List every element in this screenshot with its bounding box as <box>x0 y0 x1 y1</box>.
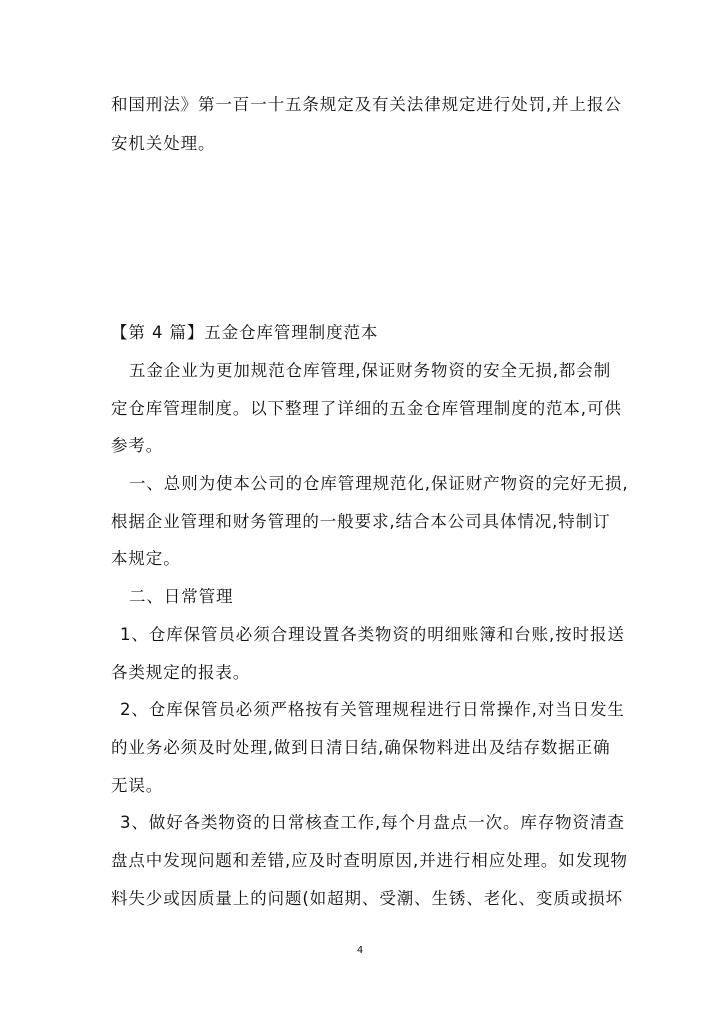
text-line: 五金企业为更加规范仓库管理,保证财务物资的安全无损,都会制 <box>129 361 612 380</box>
text-line: 参考。 <box>111 436 164 455</box>
text-line: 和国刑法》第一百一十五条规定及有关法律规定进行处罚,并上报公 <box>111 95 622 114</box>
text-line: 无误。 <box>111 776 164 795</box>
text-line: 各类规定的报表。 <box>111 663 251 682</box>
page-number: 4 <box>356 945 364 956</box>
text-line: 2、仓库保管员必须严格按有关管理规程进行日常操作,对当日发生 <box>120 700 625 719</box>
text-line: 本规定。 <box>111 549 181 568</box>
text-line: 一、总则为使本公司的仓库管理规范化,保证财产物资的完好无损, <box>129 474 629 493</box>
section-heading: 二、日常管理 <box>129 587 234 606</box>
text-line: 料失少或因质量上的问题(如超期、受潮、生锈、老化、变质或损坏 <box>111 889 623 908</box>
article-heading: 【第 4 篇】五金仓库管理制度范本 <box>111 323 379 342</box>
text-line: 定仓库管理制度。以下整理了详细的五金仓库管理制度的范本,可供 <box>111 399 622 418</box>
text-line: 根据企业管理和财务管理的一般要求,结合本公司具体情况,特制订 <box>111 512 611 531</box>
text-line: 安机关处理。 <box>111 134 216 153</box>
text-line: 的业务必须及时处理,做到日清日结,确保物料进出及结存数据正确 <box>111 738 611 757</box>
text-line: 盘点中发现问题和差错,应及时查明原因,并进行相应处理。如发现物 <box>111 851 628 870</box>
text-line: 1、仓库保管员必须合理设置各类物资的明细账簿和台账,按时报送 <box>120 625 625 644</box>
text-line: 3、做好各类物资的日常核查工作,每个月盘点一次。库存物资清查 <box>120 813 625 832</box>
